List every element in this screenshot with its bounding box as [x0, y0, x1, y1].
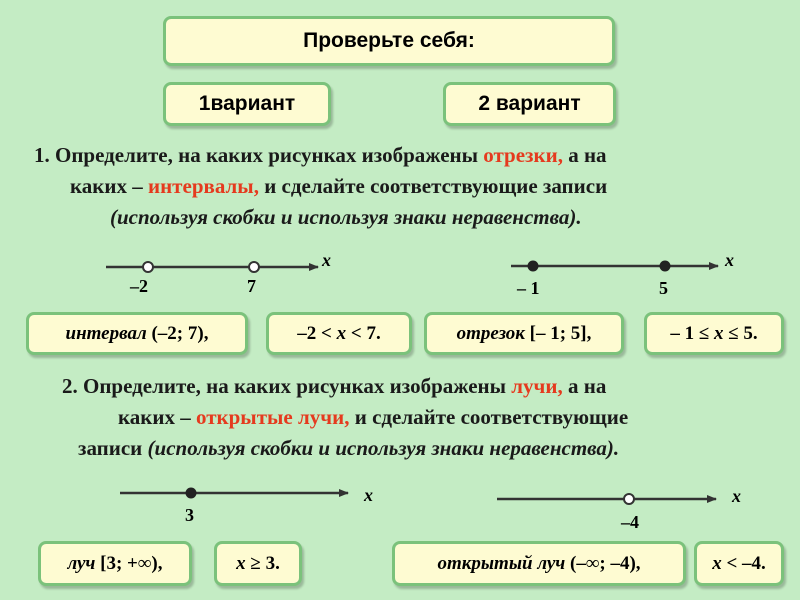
closed-point-3 [186, 488, 197, 499]
task1-text-a: 1. Определите, на каких рисунках изображены [34, 143, 484, 167]
answer-ray-notation[interactable] [38, 541, 192, 586]
answer-segment-notation[interactable] [424, 312, 624, 355]
answer-word: открытый луч [437, 552, 566, 574]
answer-value: < 7. [346, 322, 381, 344]
task2-text-a: 2. Определите, на каких рисунках изображены [62, 374, 512, 398]
number-line-4 [497, 494, 716, 504]
task1-text-c: а на [562, 143, 607, 167]
title-text: Проверьте себя: [303, 29, 475, 52]
nl4-point-minus4-label: –4 [621, 512, 639, 532]
closed-point-5 [660, 261, 671, 272]
task2-text-c: а на [562, 374, 607, 398]
task2-text-e: и сделайте соответствующие [349, 405, 629, 429]
answer-word: интервал [65, 322, 147, 344]
nl1-axis-label: x [322, 250, 331, 270]
variant-1-label: 1вариант [198, 92, 296, 115]
task2-text-f: записи [78, 436, 148, 460]
task1-highlight-segments: отрезки, [483, 143, 563, 167]
answer-value: (–∞; –4), [565, 552, 641, 574]
number-line-2 [511, 261, 718, 272]
answer-interval-inequality[interactable] [266, 312, 412, 355]
open-point-minus2 [143, 262, 153, 272]
number-line-1 [106, 262, 318, 272]
task2-highlight-rays: лучи, [511, 374, 563, 398]
answer-word: луч [67, 552, 96, 574]
task2-text-d: каких – [118, 405, 196, 429]
answer-var: x [712, 552, 722, 574]
nl3-point-3-label: 3 [185, 505, 194, 525]
nl2-point-5-label: 5 [659, 278, 668, 298]
answer-value: ≤ 5. [723, 322, 758, 344]
answer-value: – 1 ≤ [670, 322, 714, 344]
variant-2-label: 2 вариант [478, 92, 581, 115]
answer-value: [– 1; 5], [524, 322, 592, 344]
nl1-point-7-label: 7 [247, 276, 256, 296]
task1-text-d: каких – [70, 174, 148, 198]
answer-open-ray-notation[interactable] [392, 541, 686, 586]
answer-var: x [236, 552, 246, 574]
nl2-axis-label: x [725, 250, 734, 270]
task1-hint: (используя скобки и используя знаки неравенства). [110, 205, 582, 229]
nl3-axis-label: x [364, 485, 373, 505]
closed-point-minus1 [528, 261, 539, 272]
answer-word: отрезок [456, 322, 525, 344]
task2-line1 [62, 371, 606, 401]
answer-var: x [714, 322, 724, 344]
task1-text-e: и сделайте соответствующие записи [258, 174, 608, 198]
answer-open-ray-inequality[interactable] [694, 541, 784, 586]
answer-interval-notation[interactable] [26, 312, 248, 355]
open-point-minus4 [624, 494, 634, 504]
answer-ray-inequality[interactable] [214, 541, 302, 586]
task2-line2 [118, 402, 628, 432]
nl1-point-minus2-label: –2 [130, 276, 148, 296]
answer-value: –2 < [297, 322, 337, 344]
answer-value: [3; +∞), [95, 552, 163, 574]
task2-highlight-open-rays: открытые лучи, [195, 405, 350, 429]
task2-line3 [78, 433, 619, 463]
answer-value: < –4. [721, 552, 766, 574]
number-line-3 [120, 488, 348, 499]
answer-value: ≥ 3. [245, 552, 280, 574]
task1-highlight-intervals: интервалы, [147, 174, 259, 198]
answer-value: (–2; 7), [146, 322, 209, 344]
answer-var: x [336, 322, 347, 344]
open-point-7 [249, 262, 259, 272]
task2-hint: (используя скобки и используя знаки неравенства). [147, 436, 620, 460]
nl2-point-minus1-label: – 1 [517, 278, 540, 298]
answer-segment-inequality[interactable] [644, 312, 784, 355]
nl4-axis-label: x [732, 486, 741, 506]
